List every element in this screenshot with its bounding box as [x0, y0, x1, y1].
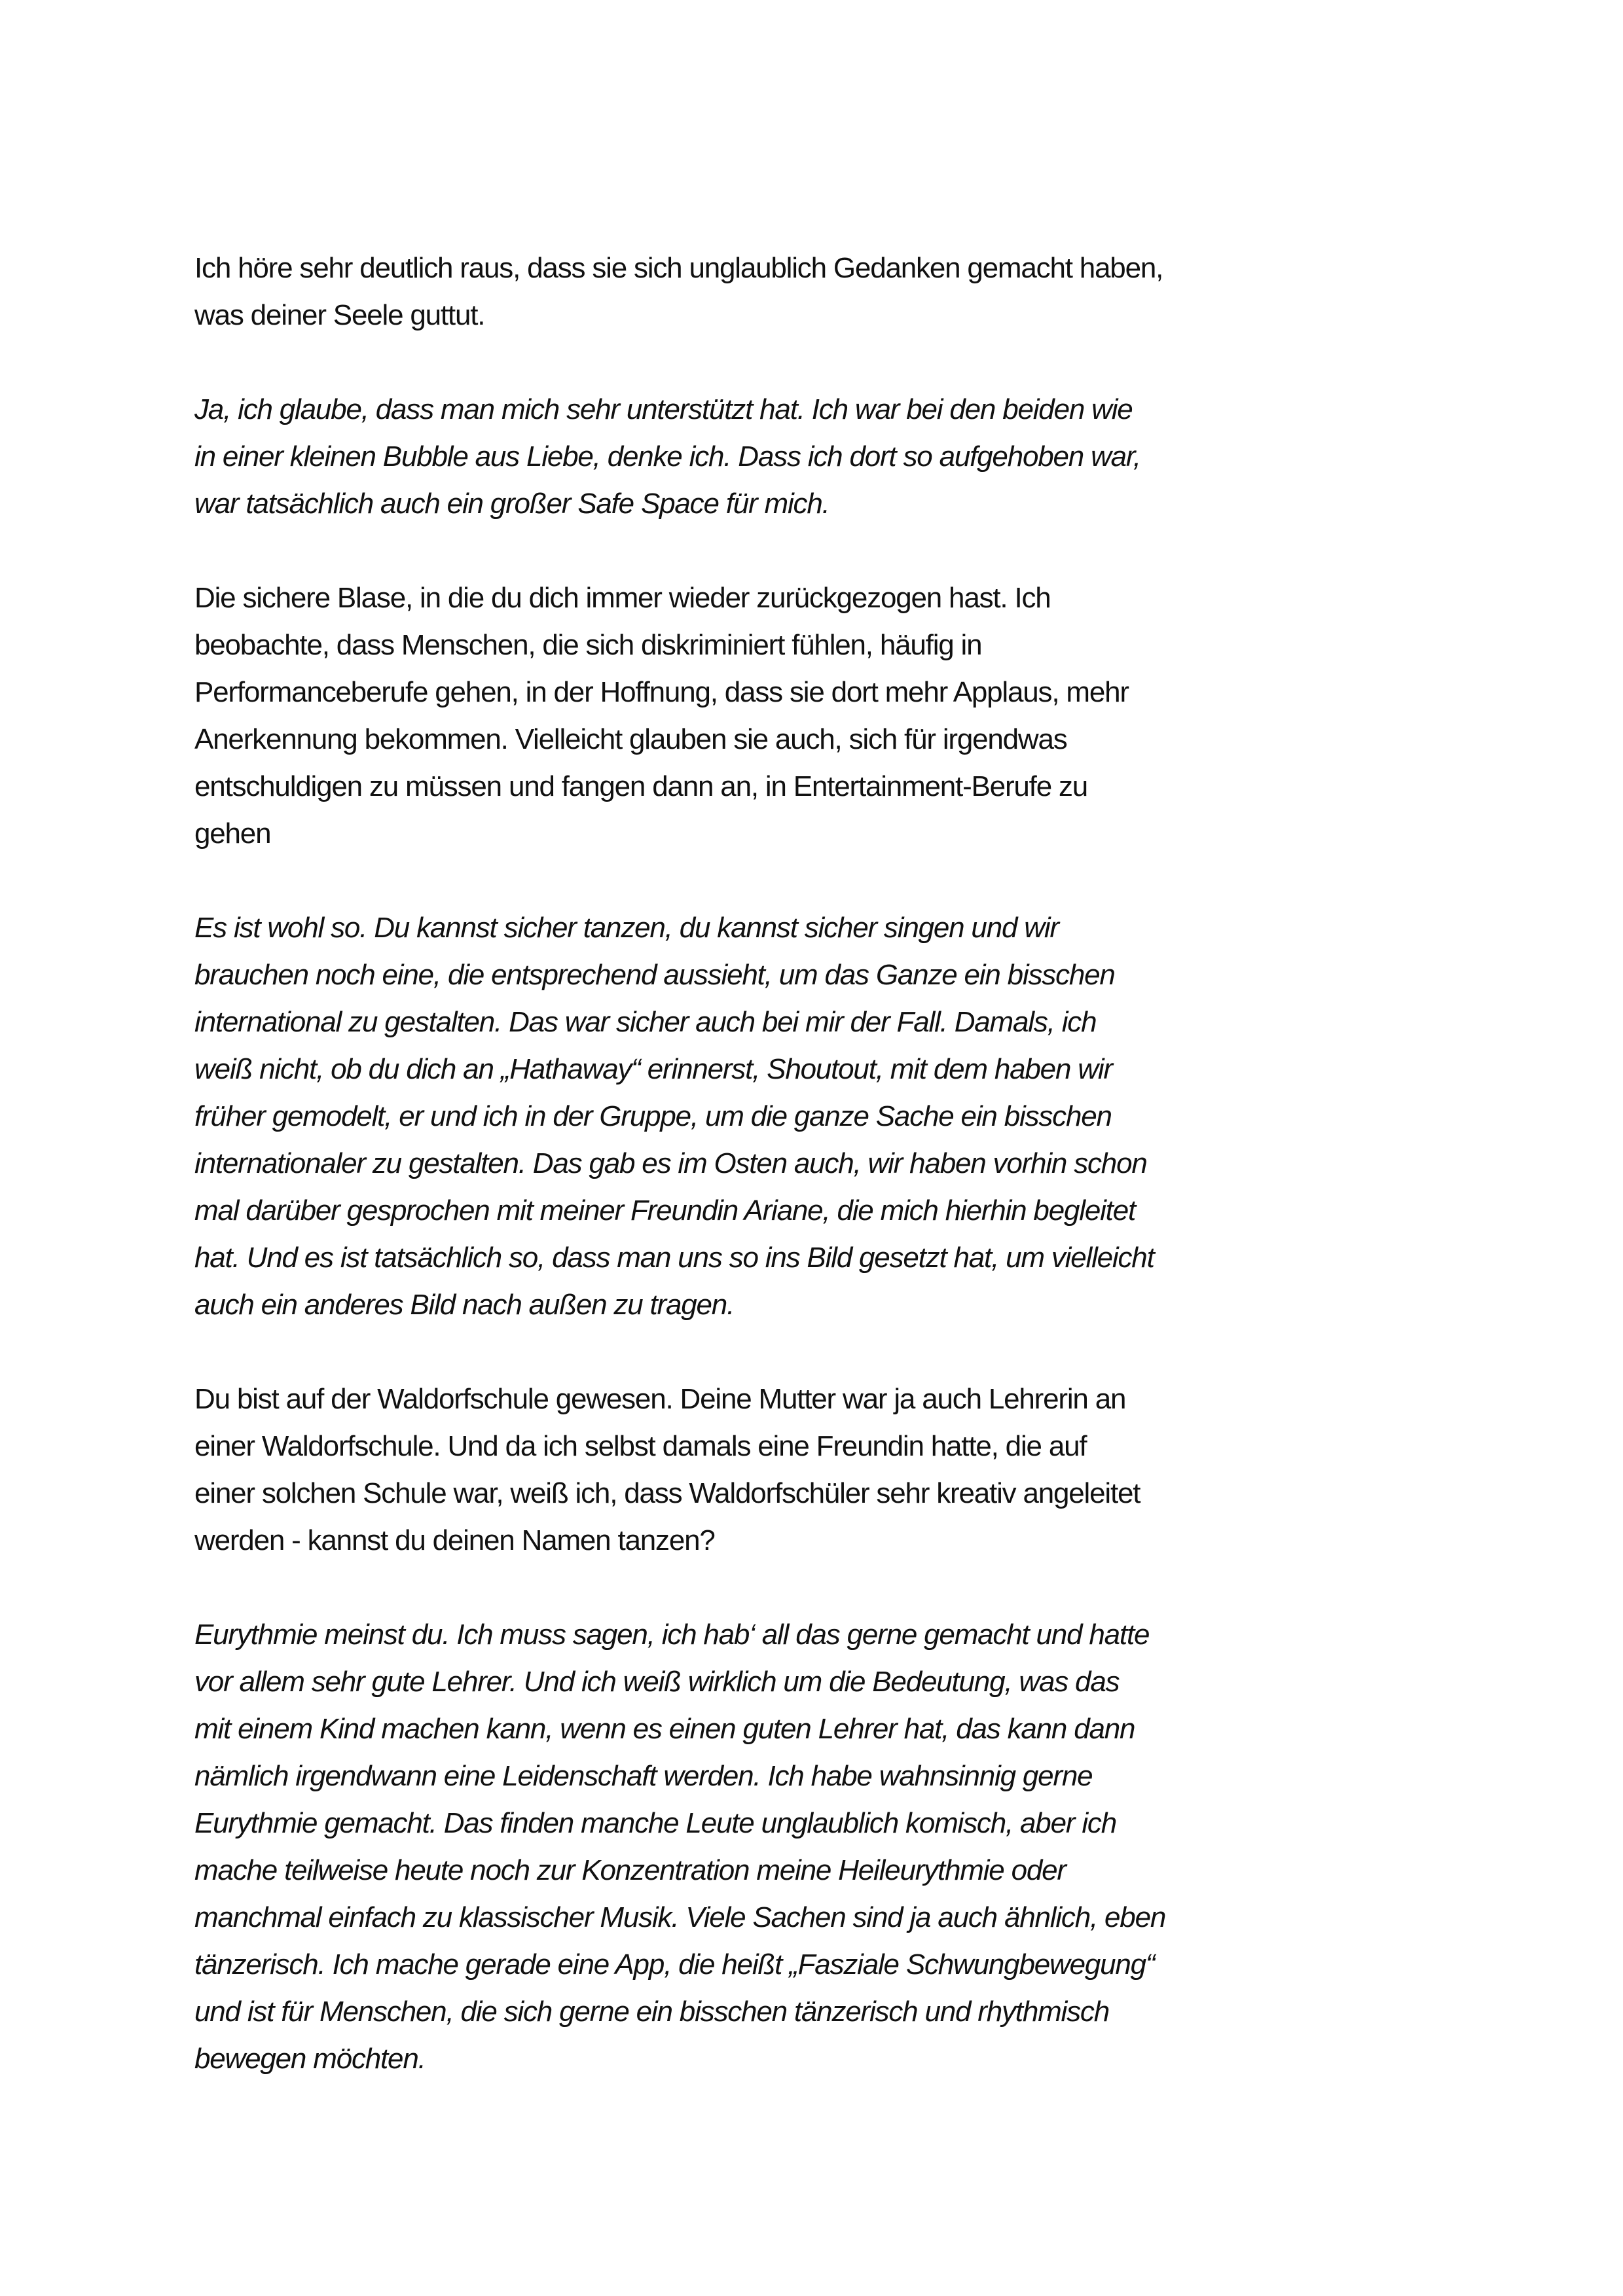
text-line: Eurythmie meinst du. Ich muss sagen, ich hab‘ all das gerne gemacht und hatte — [194, 1619, 1150, 1651]
text-line: einer Waldorfschule. Und da ich selbst damals eine Freundin hatte, die auf — [194, 1430, 1087, 1462]
text-line: Eurythmie gemacht. Das finden manche Leute unglaublich komisch, aber ich — [194, 1807, 1116, 1839]
text-line: mache teilweise heute noch zur Konzentration meine Heileurythmie oder — [194, 1854, 1066, 1886]
text-line: hat. Und es ist tatsächlich so, dass man uns so ins Bild gesetzt hat, um vielleicht — [194, 1242, 1154, 1274]
text-line: bewegen möchten. — [194, 2043, 426, 2075]
text-line: entschuldigen zu müssen und fangen dann an, in Entertainment-Berufe zu — [194, 770, 1088, 802]
text-line: Ja, ich glaube, dass man mich sehr unterstützt hat. Ich war bei den beiden wie — [194, 393, 1133, 425]
answer-paragraph — [194, 905, 1438, 1329]
text-line: in einer kleinen Bubble aus Liebe, denke ich. Dass ich dort so aufgehoben war, — [194, 440, 1140, 473]
text-line: internationaler zu gestalten. Das gab es im Osten auch, wir haben vorhin schon — [194, 1147, 1147, 1179]
document-body — [194, 245, 1438, 2130]
text-line: Performanceberufe gehen, in der Hoffnung, dass sie dort mehr Applaus, mehr — [194, 676, 1129, 708]
text-line: beobachte, dass Menschen, die sich diskriminiert fühlen, häufig in — [194, 629, 982, 661]
text-line: Anerkennung bekommen. Vielleicht glauben sie auch, sich für irgendwas — [194, 723, 1067, 755]
text-line: auch ein anderes Bild nach außen zu tragen. — [194, 1289, 735, 1321]
text-line: Du bist auf der Waldorfschule gewesen. Deine Mutter war ja auch Lehrerin an — [194, 1383, 1126, 1415]
text-line: war tatsächlich auch ein großer Safe Space für mich. — [194, 488, 830, 520]
text-line: was deiner Seele guttut. — [194, 299, 485, 331]
text-line: vor allem sehr gute Lehrer. Und ich weiß wirklich um die Bedeutung, was das — [194, 1666, 1120, 1698]
text-line: Ich höre sehr deutlich raus, dass sie sich unglaublich Gedanken gemacht haben, — [194, 252, 1163, 284]
text-line: nämlich irgendwann eine Leidenschaft werden. Ich habe wahnsinnig gerne — [194, 1760, 1093, 1792]
text-line: Die sichere Blase, in die du dich immer wieder zurückgezogen hast. Ich — [194, 582, 1051, 614]
text-line: manchmal einfach zu klassischer Musik. Viele Sachen sind ja auch ähnlich, eben — [194, 1901, 1166, 1933]
text-line: weiß nicht, ob du dich an „Hathaway“ erinnerst, Shoutout, mit dem haben wir — [194, 1053, 1112, 1085]
question-paragraph — [194, 1376, 1438, 1564]
answer-paragraph — [194, 1611, 1438, 2083]
text-line: international zu gestalten. Das war sicher auch bei mir der Fall. Damals, ich — [194, 1006, 1097, 1038]
text-line: brauchen noch eine, die entsprechend aussieht, um das Ganze ein bisschen — [194, 959, 1115, 991]
text-line: werden - kannst du deinen Namen tanzen? — [194, 1524, 715, 1556]
text-line: einer solchen Schule war, weiß ich, dass Waldorfschüler sehr kreativ angeleitet — [194, 1477, 1140, 1509]
text-line: mal darüber gesprochen mit meiner Freundin Ariane, die mich hierhin begleitet — [194, 1194, 1135, 1227]
text-line: mit einem Kind machen kann, wenn es einen guten Lehrer hat, das kann dann — [194, 1713, 1135, 1745]
text-line: tänzerisch. Ich mache gerade eine App, die heißt „Fasziale Schwungbewegung“ — [194, 1948, 1155, 1981]
text-line: früher gemodelt, er und ich in der Gruppe, um die ganze Sache ein bisschen — [194, 1100, 1112, 1132]
question-paragraph — [194, 575, 1438, 857]
text-line: und ist für Menschen, die sich gerne ein bisschen tänzerisch und rhythmisch — [194, 1996, 1109, 2028]
answer-paragraph — [194, 386, 1438, 528]
text-line: gehen — [194, 817, 271, 850]
question-paragraph — [194, 245, 1438, 339]
text-line: Es ist wohl so. Du kannst sicher tanzen, du kannst sicher singen und wir — [194, 912, 1059, 944]
